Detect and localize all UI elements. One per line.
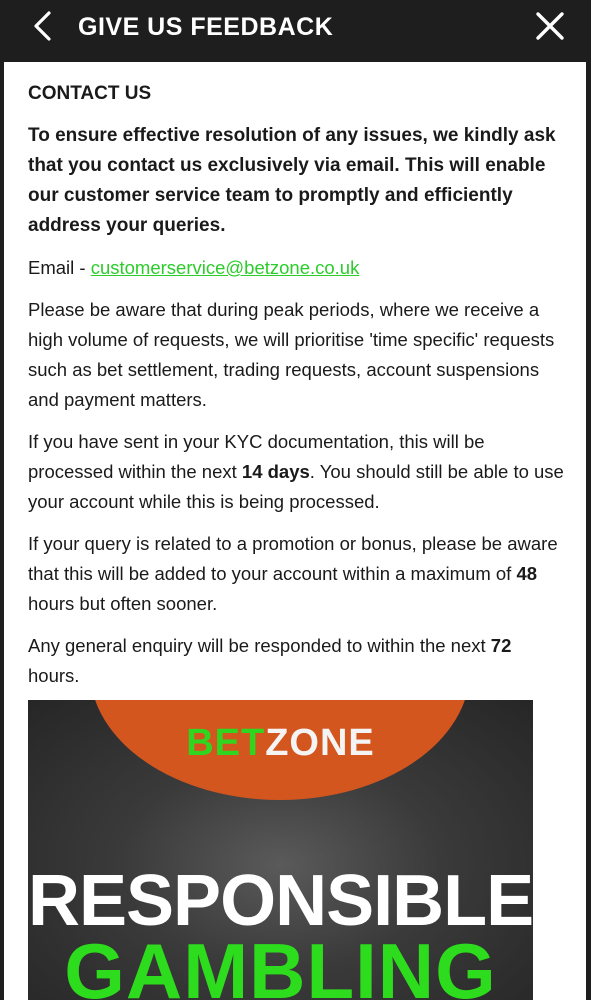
kyc-text	[28, 427, 564, 517]
kyc-days: 14 days	[241, 461, 310, 482]
email-row	[28, 253, 564, 283]
close-icon	[535, 11, 565, 46]
banner-headline-gambling: GAMBLING	[64, 927, 497, 1000]
logo-part-bet: BET	[186, 722, 266, 764]
promo-hours: 48	[516, 563, 538, 584]
chevron-left-icon	[31, 10, 53, 47]
promo-text	[28, 529, 564, 619]
responsible-gambling-banner	[28, 700, 533, 1000]
contact-content	[28, 62, 564, 691]
close-button[interactable]	[531, 9, 569, 47]
promo-text-end: hours but often sooner.	[28, 593, 218, 614]
logo-part-zone: ZONE	[265, 722, 375, 764]
email-link[interactable]: customerservice@betzone.co.uk	[90, 257, 360, 278]
intro-text: To ensure effective resolution of any issues, we kindly ask that you contact us exclusively via email. This will enable our customer service team to promptly and efficiently address your queries.	[28, 125, 556, 236]
header-bar	[0, 0, 591, 62]
page-title: GIVE US FEEDBACK	[78, 13, 334, 41]
back-button[interactable]	[24, 10, 60, 46]
kyc-text-start: If you have sent in your KYC documentation, this will be processed within the next	[28, 431, 485, 482]
email-label: Email -	[28, 257, 91, 278]
promo-text-start: If your query is related to a promotion or bonus, please be aware that this will be added to your account within a maximum of	[28, 533, 558, 584]
peak-notice-text: Please be aware that during peak periods, where we receive a high volume of requests, we will prioritise 'time specific' requests such as bet settlement, trading requests, account suspensions and payment matters.	[28, 299, 555, 410]
kyc-text-end: . You should still be able to use your account while this is being processed.	[28, 461, 564, 512]
general-text-end: hours.	[28, 665, 80, 686]
section-title: CONTACT US	[28, 83, 152, 104]
feedback-panel	[4, 62, 586, 1000]
banner-headline-responsible: RESPONSIBLE	[28, 861, 533, 941]
betzone-logo	[28, 722, 533, 765]
general-text-start: Any general enquiry will be responded to within the next	[28, 635, 491, 656]
general-hours: 72	[490, 635, 512, 656]
general-enquiry-text	[28, 631, 564, 691]
